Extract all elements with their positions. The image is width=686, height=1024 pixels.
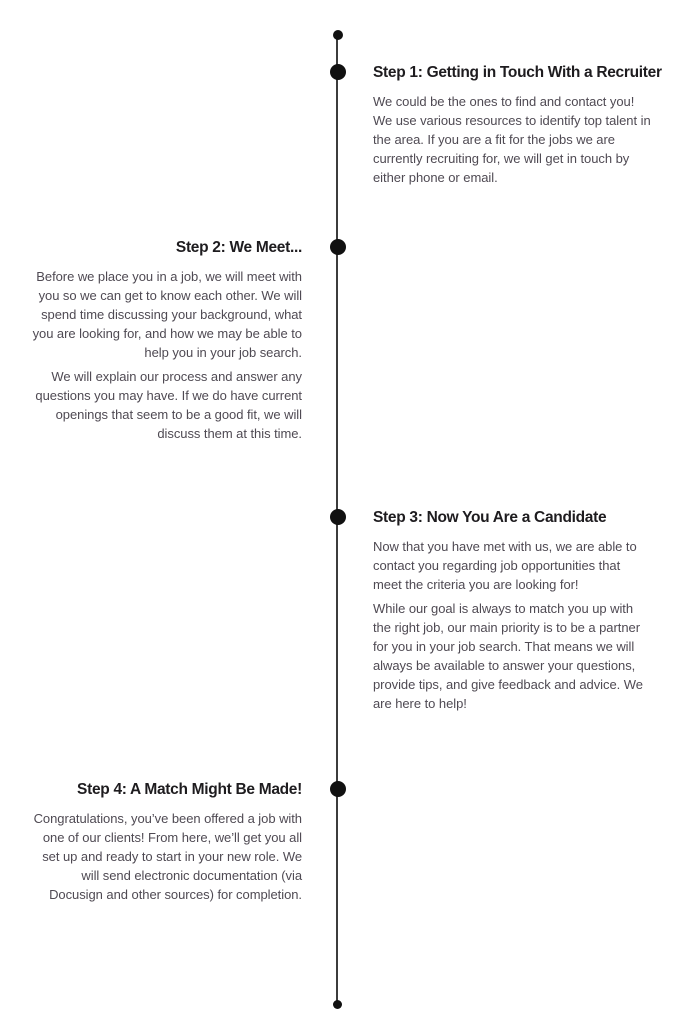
timeline-end-dot (333, 1000, 342, 1009)
step-4-title: Step 4: A Match Might Be Made! (77, 781, 302, 798)
step-1-block (373, 62, 662, 187)
timeline-start-dot (333, 30, 343, 40)
step-2-title: Step 2: We Meet... (175, 239, 302, 256)
step-2-paragraph-1: Before we place you in a job, we will meet with you so we can get to know each other. We will spend time discussing your background, what you are looking for, and how we may be able to help you in your job search. (32, 269, 302, 360)
step-2-block (30, 237, 302, 443)
step-1-dot (330, 64, 346, 80)
step-3-title: Step 3: Now You Are a Candidate (373, 509, 607, 526)
step-1-title: Step 1: Getting in Touch With a Recruiter (373, 64, 662, 81)
step-3-paragraph-2: While our goal is always to match you up with the right job, our main priority is to be a partner for you in your job search. That means we will always be available to answer your questions, provide tips, and give feedback and advice. We are here to help! (373, 601, 643, 711)
step-1-paragraph: We could be the ones to find and contact you! We use various resources to identify top talent in the area. If you are a fit for the jobs we are currently recruiting for, we will get in touch by either phone or email. (373, 94, 651, 185)
step-3-dot (330, 509, 346, 525)
step-3-block (373, 507, 651, 713)
step-4-block (30, 779, 302, 904)
step-4-dot (330, 781, 346, 797)
step-2-paragraph-2: We will explain our process and answer any questions you may have. If we do have current openings that seem to be a good fit, we will discuss them at this time. (35, 369, 302, 441)
step-2-dot (330, 239, 346, 255)
step-3-paragraph-1: Now that you have met with us, we are able to contact you regarding job opportunities that meet the criteria you are looking for! (373, 539, 637, 592)
step-4-paragraph: Congratulations, you’ve been offered a job with one of our clients! From here, we’ll get you all set up and ready to start in your new role. We will send electronic documentation (via Docusign and other sources) for completion. (33, 811, 302, 902)
